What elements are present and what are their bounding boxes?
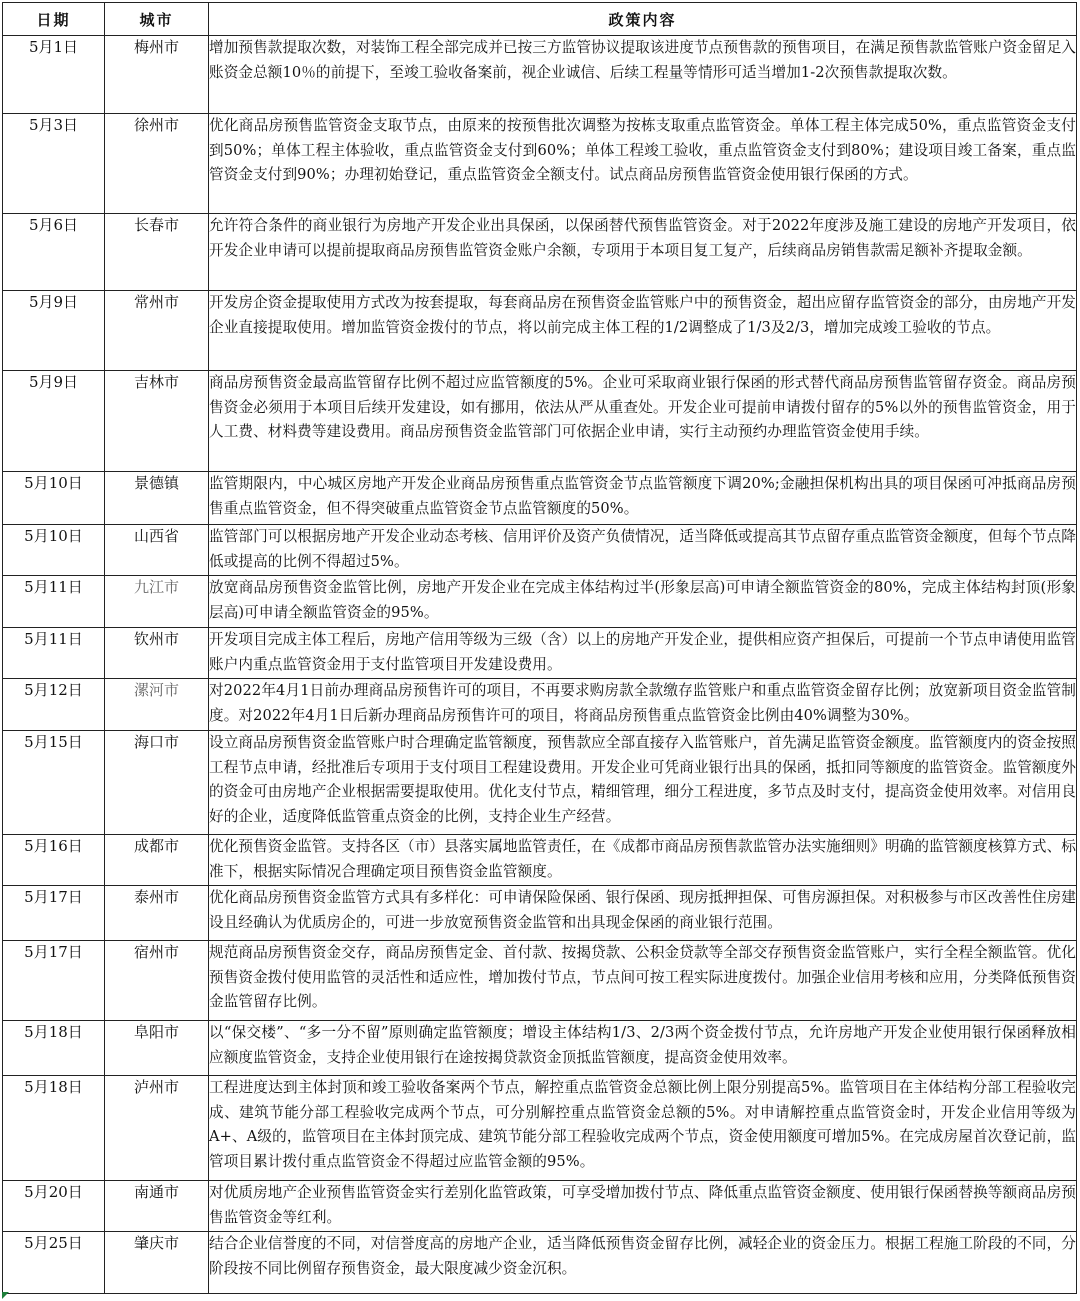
city-cell: 梅州市 <box>105 36 209 114</box>
policy-cell: 以“保交楼”、“多一分不留”原则确定监管额度；增设主体结构1/3、2/3两个资金拨付节点，允许房地产开发企业使用银行保函释放相应额度监管资金，支持企业使用银行在途按揭贷款资金顶抵监管额度，提高资金使用效率。 <box>209 1021 1077 1076</box>
table-row <box>3 114 1077 214</box>
city-cell: 徐州市 <box>105 114 209 214</box>
policy-table <box>2 2 1077 1294</box>
city-cell: 成都市 <box>105 835 209 886</box>
date-cell: 5月10日 <box>3 472 105 525</box>
table-row <box>3 835 1077 886</box>
city-cell: 吉林市 <box>105 371 209 472</box>
policy-cell: 规范商品房预售资金交存，商品房预售定金、首付款、按揭贷款、公积金贷款等全部交存预售资金监管账户，实行全程全额监管。优化预售资金拨付使用监管的灵活性和适应性，增加拨付节点，节点间可按工程实际进度拨付。加强企业信用考核和应用，分类降低预售资金监管留存比例。 <box>209 941 1077 1021</box>
date-cell: 5月11日 <box>3 576 105 628</box>
city-cell: 漯河市 <box>105 679 209 731</box>
policy-cell: 对2022年4月1日前办理商品房预售许可的项目，不再要求购房款全款缴存监管账户和重点监管资金留存比例；放宽新项目资金监管制度。对2022年4月1日后新办理商品房预售许可的项目，将商品房预售重点监管资金比例由40%调整为30%。 <box>209 679 1077 731</box>
date-cell: 5月9日 <box>3 371 105 472</box>
policy-cell: 对优质房地产企业预售监管资金实行差别化监管政策，可享受增加拨付节点、降低重点监管资金额度、使用银行保函替换等额商品房预售监管资金等红利。 <box>209 1181 1077 1232</box>
city-cell: 泸州市 <box>105 1076 209 1181</box>
table-row <box>3 886 1077 941</box>
date-cell: 5月25日 <box>3 1232 105 1294</box>
date-cell: 5月11日 <box>3 628 105 679</box>
table-row <box>3 472 1077 525</box>
date-cell: 5月15日 <box>3 731 105 835</box>
city-cell: 阜阳市 <box>105 1021 209 1076</box>
date-cell: 5月1日 <box>3 36 105 114</box>
city-cell: 南通市 <box>105 1181 209 1232</box>
header-city: 城市 <box>105 3 209 36</box>
header-row <box>3 3 1077 36</box>
table-row <box>3 679 1077 731</box>
policy-cell: 监管部门可以根据房地产开发企业动态考核、信用评价及资产负债情况，适当降低或提高其节点留存重点监管资金额度，但每个节点降低或提高的比例不得超过5%。 <box>209 525 1077 576</box>
city-cell: 山西省 <box>105 525 209 576</box>
table-row <box>3 371 1077 472</box>
date-cell: 5月3日 <box>3 114 105 214</box>
city-cell: 宿州市 <box>105 941 209 1021</box>
table-row <box>3 214 1077 291</box>
table-row <box>3 36 1077 114</box>
date-cell: 5月10日 <box>3 525 105 576</box>
date-cell: 5月18日 <box>3 1076 105 1181</box>
city-cell: 肇庆市 <box>105 1232 209 1294</box>
city-cell: 常州市 <box>105 291 209 371</box>
policy-cell: 优化商品房预售监管资金支取节点，由原来的按预售批次调整为按栋支取重点监管资金。单体工程主体完成50%，重点监管资金支付到50%；单体工程主体验收，重点监管资金支付到60%；单体工程竣工验收，重点监管资金支付到80%；建设项目竣工备案，重点监管资金支付到90%；办理初始登记，重点监管资金全额支付。试点商品房预售监管资金使用银行保函的方式。 <box>209 114 1077 214</box>
table-body <box>3 36 1077 1294</box>
policy-cell: 工程进度达到主体封顶和竣工验收备案两个节点，解控重点监管资金总额比例上限分别提高5%。监管项目在主体结构分部工程验收完成、建筑节能分部工程验收完成两个节点，可分别解控重点监管资金总额的5%。对申请解控重点监管资金时，开发企业信用等级为A+、A级的，监管项目在主体封顶完成、建筑节能分部工程验收完成两个节点，资金使用额度可增加5%。在完成房屋首次登记前，监管项目累计拨付重点监管资金不得超过应监管金额的95%。 <box>209 1076 1077 1181</box>
table-row <box>3 628 1077 679</box>
header-date: 日期 <box>3 3 105 36</box>
policy-cell: 结合企业信誉度的不同，对信誉度高的房地产企业，适当降低预售资金留存比例，减轻企业的资金压力。根据工程施工阶段的不同，分阶段按不同比例留存预售资金，最大限度减少资金沉积。 <box>209 1232 1077 1294</box>
policy-cell: 增加预售款提取次数，对装饰工程全部完成并已按三方监管协议提取该进度节点预售款的预售项目，在满足预售款监管账户资金留足入账资金总额10％的前提下，至竣工验收备案前，视企业诚信、后续工程量等情形可适当增加1-2次预售款提取次数。 <box>209 36 1077 114</box>
city-cell: 长春市 <box>105 214 209 291</box>
date-cell: 5月6日 <box>3 214 105 291</box>
table-row <box>3 941 1077 1021</box>
table-row <box>3 1021 1077 1076</box>
policy-cell: 监管期限内，中心城区房地产开发企业商品房预售重点监管资金节点监管额度下调20%;金融担保机构出具的项目保函可冲抵商品房预售重点监管资金，但不得突破重点监管资金节点监管额度的50%。 <box>209 472 1077 525</box>
city-cell: 泰州市 <box>105 886 209 941</box>
table-row <box>3 731 1077 835</box>
date-cell: 5月20日 <box>3 1181 105 1232</box>
date-cell: 5月18日 <box>3 1021 105 1076</box>
date-cell: 5月9日 <box>3 291 105 371</box>
header-policy: 政策内容 <box>209 3 1077 36</box>
policy-cell: 开发房企资金提取使用方式改为按套提取，每套商品房在预售资金监管账户中的预售资金，超出应留存监管资金的部分，由房地产开发企业直接提取使用。增加监管资金拨付的节点，将以前完成主体工程的1/2调整成了1/3及2/3，增加完成竣工验收的节点。 <box>209 291 1077 371</box>
date-cell: 5月12日 <box>3 679 105 731</box>
table-row <box>3 1181 1077 1232</box>
policy-cell: 优化预售资金监管。支持各区（市）县落实属地监管责任，在《成都市商品房预售款监管办法实施细则》明确的监管额度核算方式、标准下，根据实际情况合理确定项目预售资金监管额度。 <box>209 835 1077 886</box>
table-row <box>3 291 1077 371</box>
table-row <box>3 1232 1077 1294</box>
city-cell: 九江市 <box>105 576 209 628</box>
date-cell: 5月17日 <box>3 941 105 1021</box>
city-cell: 海口市 <box>105 731 209 835</box>
policy-cell: 放宽商品房预售资金监管比例，房地产开发企业在完成主体结构过半(形象层高)可申请全额监管资金的80%，完成主体结构封顶(形象层高)可申请全额监管资金的95%。 <box>209 576 1077 628</box>
cell-corner-marker <box>2 1292 9 1299</box>
table-row <box>3 525 1077 576</box>
date-cell: 5月16日 <box>3 835 105 886</box>
policy-cell: 设立商品房预售资金监管账户时合理确定监管额度，预售款应全部直接存入监管账户，首先满足监管资金额度。监管额度内的资金按照工程节点申请，经批准后专项用于支付项目工程建设费用。开发企业可凭商业银行出具的保函，抵扣同等额度的监管资金。监管额度外的资金可由房地产企业根据需要提取使用。优化支付节点，精细管理，细分工程进度，多节点及时支付，提高资金使用效率。对信用良好的企业，适度降低监管重点资金的比例，支持企业生产经营。 <box>209 731 1077 835</box>
policy-cell: 优化商品房预售资金监管方式具有多样化：可申请保险保函、银行保函、现房抵押担保、可售房源担保。对积极参与市区改善性住房建设且经确认为优质房企的，可进一步放宽预售资金监管和出具现金保函的商业银行范围。 <box>209 886 1077 941</box>
table-row <box>3 576 1077 628</box>
city-cell: 钦州市 <box>105 628 209 679</box>
city-cell: 景德镇 <box>105 472 209 525</box>
policy-cell: 商品房预售资金最高监管留存比例不超过应监管额度的5%。企业可采取商业银行保函的形式替代商品房预售监管留存资金。商品房预售资金必须用于本项目后续开发建设，如有挪用，依法从严从重查处。开发企业可提前申请拨付留存的5%以外的预售监管资金，用于人工费、材料费等建设费用。商品房预售资金监管部门可依据企业申请，实行主动预约办理监管资金使用手续。 <box>209 371 1077 472</box>
date-cell: 5月17日 <box>3 886 105 941</box>
policy-cell: 允许符合条件的商业银行为房地产开发企业出具保函，以保函替代预售监管资金。对于2022年度涉及施工建设的房地产开发项目，依开发企业申请可以提前提取商品房预售监管资金账户余额，专项用于本项目复工复产，后续商品房销售款需足额补齐提取金额。 <box>209 214 1077 291</box>
table-row <box>3 1076 1077 1181</box>
policy-cell: 开发项目完成主体工程后，房地产信用等级为三级（含）以上的房地产开发企业，提供相应资产担保后，可提前一个节点申请使用监管账户内重点监管资金用于支付监管项目开发建设费用。 <box>209 628 1077 679</box>
